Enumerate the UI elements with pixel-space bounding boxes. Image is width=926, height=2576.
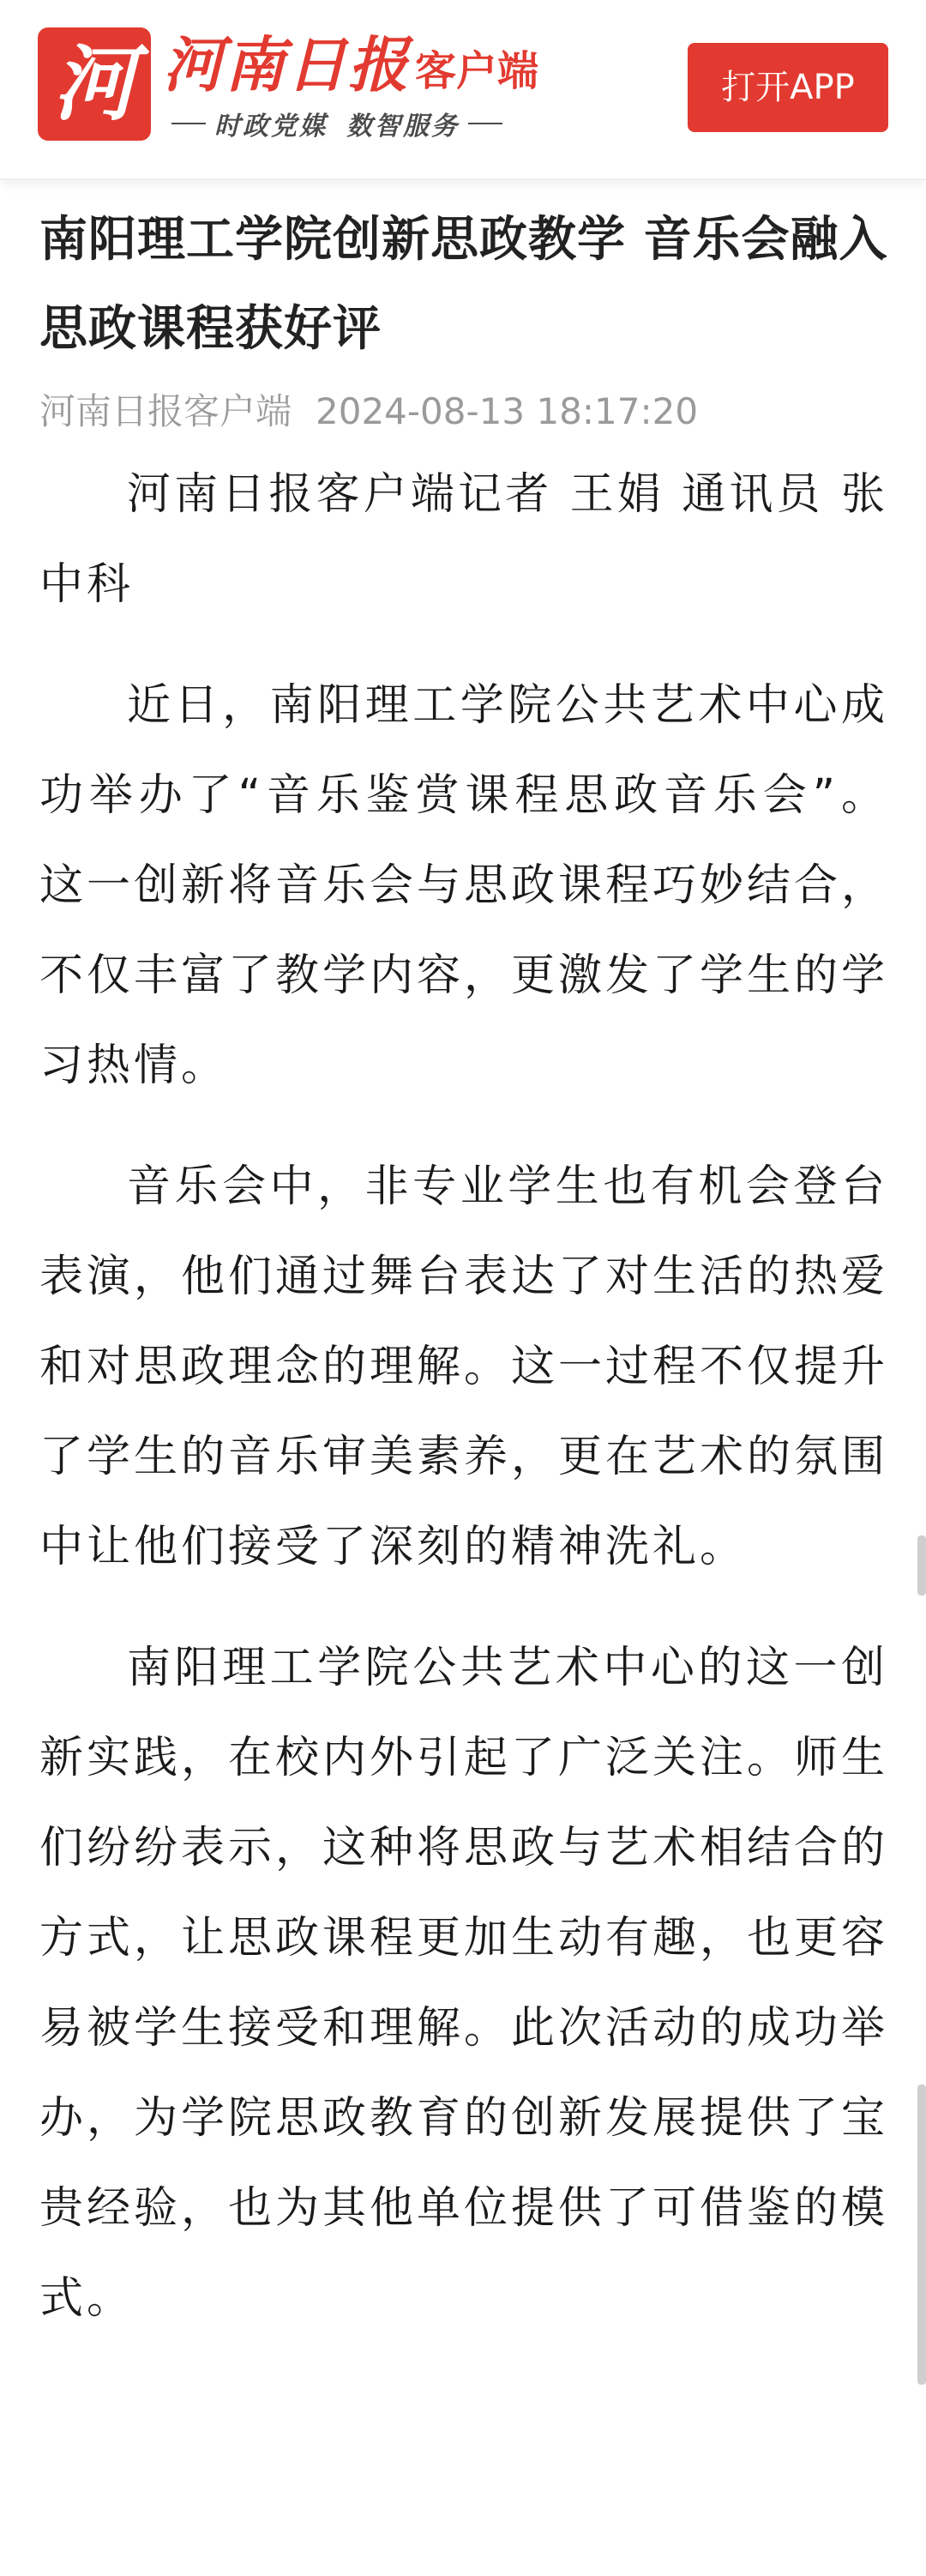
app-logo-icon[interactable] bbox=[38, 27, 151, 141]
article-title: 南阳理工学院创新思政教学 音乐会融入思政课程获好评 bbox=[39, 212, 888, 357]
brand-suffix: 客户端 bbox=[415, 47, 539, 95]
slogan-left: 时政党媒 bbox=[214, 112, 328, 142]
article-paragraph-2: 音乐会中，非专业学生也有机会登台表演，他们通过舞台表达了对生活的热爱和对思政理念的理解。这一过程不仅提升了学生的音乐审美素养，更在艺术的氛围中让他们接受了深刻的精神洗礼。 bbox=[39, 1161, 889, 1572]
article-byline: 河南日报客户端记者 王娟 通讯员 张中科 bbox=[39, 469, 888, 610]
scrollbar-thumb[interactable] bbox=[917, 2084, 926, 2385]
brand-name: 河南日报 bbox=[163, 29, 410, 100]
brand-slogan bbox=[163, 105, 538, 142]
article-source: 河南日报客户端 bbox=[39, 390, 292, 432]
brand-block[interactable] bbox=[163, 29, 538, 142]
app-header bbox=[0, 0, 926, 180]
brand-line bbox=[163, 29, 538, 101]
slogan-right: 数智服务 bbox=[346, 112, 460, 142]
scroll-indicator-upper[interactable] bbox=[917, 1535, 926, 1596]
open-app-button[interactable]: 打开APP bbox=[688, 43, 888, 132]
article-datetime: 2024-08-13 18:17:20 bbox=[316, 390, 699, 432]
slogan-divider-left bbox=[171, 123, 206, 124]
slogan-divider-right bbox=[468, 123, 502, 124]
article bbox=[39, 196, 888, 2344]
logo-char: 河 bbox=[53, 35, 135, 132]
article-paragraph-3: 南阳理工学院公共艺术中心的这一创新实践，在校内外引起了广泛关注。师生们纷纷表示，这种将思政与艺术相结合的方式，让思政课程更加生动有趣，也更容易被学生接受和理解。此次活动的成功举办，为学院思政教育的创新发展提供了宝贵经验，也为其他单位提供了可借鉴的模式。 bbox=[39, 1643, 889, 2324]
article-meta bbox=[39, 386, 888, 437]
article-paragraph-1: 近日，南阳理工学院公共艺术中心成功举办了“音乐鉴赏课程思政音乐会”。这一创新将音乐会与思政课程巧妙结合，不仅丰富了教学内容，更激发了学生的学习热情。 bbox=[39, 680, 889, 1091]
